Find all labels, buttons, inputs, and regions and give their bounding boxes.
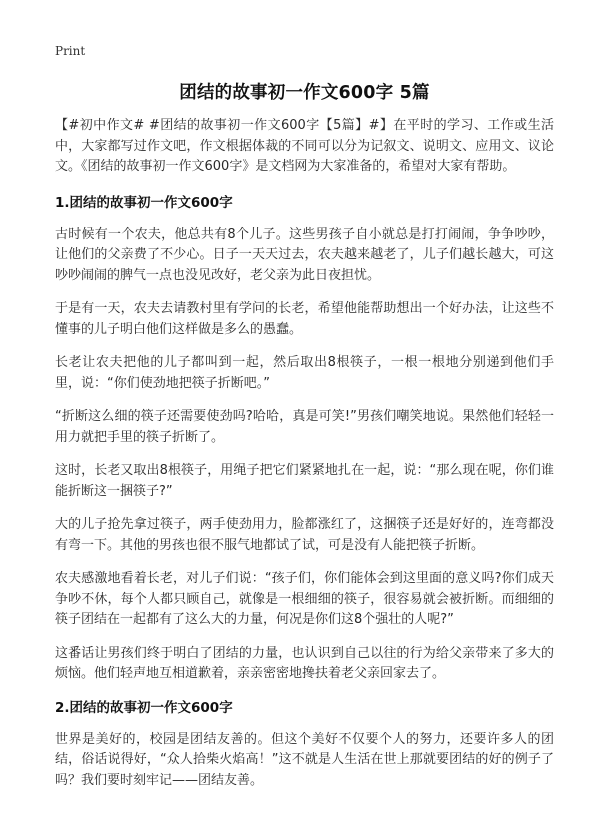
section-1-paragraph: 长老让农夫把他的儿子都叫到一起，然后取出8根筷子，一根一根地分别递到他们手里，说：“你们使劲地把筷子折断吧。”: [55, 355, 554, 391]
section-1-paragraph: 古时候有一个农夫，他总共有8个儿子。这些男孩子自小就总是打打闹闹，争争吵吵，让他们的父亲费了不少心。日子一天天过去，农夫越来越老了，儿子们越长越大，可这吵吵闹闹的脾气一点也没见改好，老父亲为此日夜担忧。: [55, 226, 554, 283]
section-2-paragraph: 世界是美好的，校园是团结友善的。但这个美好不仅要个人的努力，还要许多人的团结，俗话说得好，“众人拾柴火焰高！”这不就是人生活在世上那就要团结的好的例子了吗？我们要时刻牢记——团结友善。: [55, 731, 554, 788]
section-heading-2: 2.团结的故事初一作文600字: [55, 699, 233, 716]
section-heading-1: 1.团结的故事初一作文600字: [55, 194, 233, 211]
page-title: 团结的故事初一作文600字 5篇: [179, 83, 430, 103]
section-1-paragraph: “折断这么细的筷子还需要使劲吗?哈哈，真是可笑!”男孩们嘲笑地说。果然他们轻轻一用力就把手里的筷子折断了。: [55, 409, 554, 445]
intro-paragraph: 【#初中作文# #团结的故事初一作文600字【5篇】#】在平时的学习、工作或生活中，大家都写过作文吧，作文根据体裁的不同可以分为记叙文、说明文、应用文、议论文。《团结的故事初一作文600字》是文档网为大家准备的，希望对大家有帮助。: [55, 118, 554, 174]
section-1-paragraph: 于是有一天，农夫去请教村里有学问的长老，希望他能帮助想出一个好办法，让这些不懂事的儿子明白他们这样做是多么的愚蠢。: [55, 301, 554, 337]
section-1-paragraph: 农夫感激地看着长老，对儿子们说：“孩子们，你们能体会到这里面的意义吗?你们成天争吵不休，每个人都只顾自己，就像是一根细细的筷子，很容易就会被折断。而细细的筷子团结在一起都有了这么大的力量，何况是你们这8个强壮的人呢?”: [55, 571, 554, 627]
section-1-paragraph: 大的儿子抢先拿过筷子，两手使劲用力，脸都涨红了，这捆筷子还是好好的，连弯都没有弯一下。其他的男孩也很不服气地都试了试，可是没有人能把筷子折断。: [55, 517, 554, 553]
print-link[interactable]: Print: [55, 44, 86, 58]
article-body: [55, 116, 554, 804]
section-1-paragraph: 这时，长老又取出8根筷子，用绳子把它们紧紧地扎在一起，说：“那么现在呢，你们谁能折断这一捆筷子?”: [55, 463, 554, 499]
section-1-paragraph: 这番话让男孩们终于明白了团结的力量，也认识到自己以往的行为给父亲带来了多大的烦恼。他们轻声地互相道歉着，亲亲密密地搀扶着老父亲回家去了。: [55, 645, 554, 681]
